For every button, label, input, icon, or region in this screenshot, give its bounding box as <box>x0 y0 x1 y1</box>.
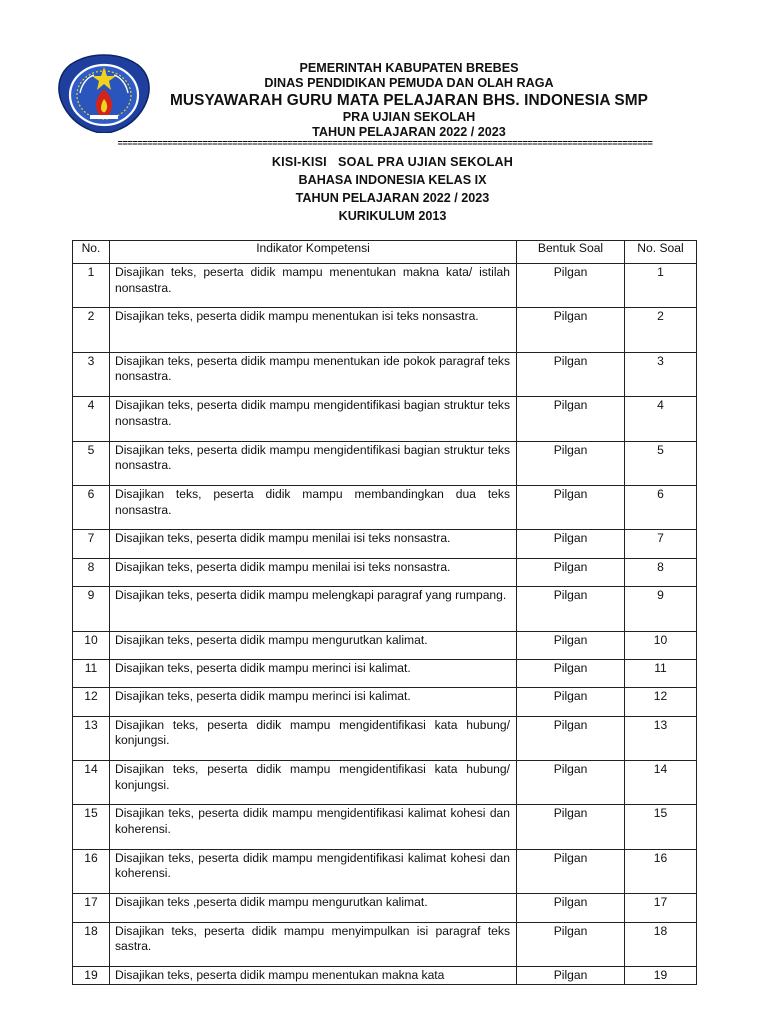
row-number: 18 <box>73 922 110 966</box>
table-row <box>73 659 697 687</box>
title-subject: BAHASA INDONESIA KELAS IX <box>298 173 487 187</box>
header-bentuk-soal: Bentuk Soal <box>517 241 625 264</box>
table-row <box>73 894 697 922</box>
row-bentuk-soal: Pilgan <box>517 264 625 308</box>
row-number: 2 <box>73 308 110 352</box>
row-no-soal: 18 <box>625 922 697 966</box>
row-no-soal: 13 <box>625 716 697 760</box>
row-number: 8 <box>73 558 110 586</box>
row-no-soal: 4 <box>625 397 697 441</box>
row-no-soal: 9 <box>625 587 697 631</box>
row-indikator: Disajikan teks, peserta didik mampu menentukan makna kata/ istilah nonsastra. <box>110 264 517 308</box>
row-number: 15 <box>73 805 110 849</box>
row-number: 7 <box>73 530 110 558</box>
table-row <box>73 967 697 985</box>
row-indikator: Disajikan teks, peserta didik mampu menilai isi teks nonsastra. <box>110 530 517 558</box>
row-bentuk-soal: Pilgan <box>517 530 625 558</box>
row-bentuk-soal: Pilgan <box>517 894 625 922</box>
row-bentuk-soal: Pilgan <box>517 849 625 893</box>
row-indikator: Disajikan teks, peserta didik mampu mengidentifikasi kata hubung/ konjungsi. <box>110 716 517 760</box>
table-header-row <box>73 241 697 264</box>
row-no-soal: 5 <box>625 441 697 485</box>
row-indikator: Disajikan teks, peserta didik mampu mengidentifikasi kalimat kohesi dan koherensi. <box>110 849 517 893</box>
table-row <box>73 631 697 659</box>
table-row <box>73 922 697 966</box>
row-bentuk-soal: Pilgan <box>517 688 625 716</box>
row-indikator: Disajikan teks, peserta didik mampu menyimpulkan isi paragraf teks sastra. <box>110 922 517 966</box>
row-bentuk-soal: Pilgan <box>517 922 625 966</box>
kisi-kisi-table <box>72 240 697 985</box>
letterhead-agency: DINAS PENDIDIKAN PEMUDA DAN OLAH RAGA <box>264 76 554 91</box>
row-number: 13 <box>73 716 110 760</box>
row-number: 3 <box>73 352 110 396</box>
table-row <box>73 530 697 558</box>
row-bentuk-soal: Pilgan <box>517 441 625 485</box>
row-no-soal: 2 <box>625 308 697 352</box>
row-bentuk-soal: Pilgan <box>517 397 625 441</box>
row-no-soal: 1 <box>625 264 697 308</box>
row-number: 4 <box>73 397 110 441</box>
table-row <box>73 308 697 352</box>
row-no-soal: 19 <box>625 967 697 985</box>
row-indikator: Disajikan teks, peserta didik mampu menentukan makna kata <box>110 967 517 985</box>
row-no-soal: 3 <box>625 352 697 396</box>
row-no-soal: 14 <box>625 761 697 805</box>
table-row <box>73 397 697 441</box>
title-academic-year: TAHUN PELAJARAN 2022 / 2023 <box>295 191 490 205</box>
row-bentuk-soal: Pilgan <box>517 761 625 805</box>
row-bentuk-soal: Pilgan <box>517 308 625 352</box>
table-row <box>73 849 697 893</box>
row-number: 16 <box>73 849 110 893</box>
row-number: 6 <box>73 485 110 529</box>
table-row <box>73 558 697 586</box>
table-row <box>73 352 697 396</box>
row-number: 10 <box>73 631 110 659</box>
row-bentuk-soal: Pilgan <box>517 716 625 760</box>
letterhead-academic-year: TAHUN PELAJARAN 2022 / 2023 <box>312 125 506 140</box>
row-bentuk-soal: Pilgan <box>517 352 625 396</box>
row-no-soal: 6 <box>625 485 697 529</box>
row-no-soal: 8 <box>625 558 697 586</box>
row-indikator: Disajikan teks, peserta didik mampu menentukan isi teks nonsastra. <box>110 308 517 352</box>
brebes-regency-seal-icon <box>56 53 152 133</box>
table-body <box>73 264 697 985</box>
table-row <box>73 716 697 760</box>
row-no-soal: 12 <box>625 688 697 716</box>
row-indikator: Disajikan teks, peserta didik mampu mengidentifikasi bagian struktur teks nonsastra. <box>110 397 517 441</box>
row-indikator: Disajikan teks, peserta didik mampu mengidentifikasi kalimat kohesi dan koherensi. <box>110 805 517 849</box>
header-no: No. <box>73 241 110 264</box>
row-number: 12 <box>73 688 110 716</box>
header-no-soal: No. Soal <box>625 241 697 264</box>
row-number: 19 <box>73 967 110 985</box>
row-number: 11 <box>73 659 110 687</box>
row-indikator: Disajikan teks, peserta didik mampu menentukan ide pokok paragraf teks nonsastra. <box>110 352 517 396</box>
row-indikator: Disajikan teks, peserta didik mampu membandingkan dua teks nonsastra. <box>110 485 517 529</box>
row-indikator: Disajikan teks, peserta didik mampu mengurutkan kalimat. <box>110 631 517 659</box>
row-indikator: Disajikan teks, peserta didik mampu merinci isi kalimat. <box>110 688 517 716</box>
row-number: 14 <box>73 761 110 805</box>
row-no-soal: 16 <box>625 849 697 893</box>
letterhead-organization: MUSYAWARAH GURU MATA PELAJARAN BHS. INDONESIA SMP <box>169 91 649 109</box>
row-no-soal: 11 <box>625 659 697 687</box>
row-no-soal: 7 <box>625 530 697 558</box>
table-row <box>73 441 697 485</box>
table-row <box>73 264 697 308</box>
row-bentuk-soal: Pilgan <box>517 587 625 631</box>
row-indikator: Disajikan teks, peserta didik mampu mengidentifikasi kata hubung/ konjungsi. <box>110 761 517 805</box>
row-indikator: Disajikan teks, peserta didik mampu mengidentifikasi bagian struktur teks nonsastra. <box>110 441 517 485</box>
row-indikator: Disajikan teks, peserta didik mampu menilai isi teks nonsastra. <box>110 558 517 586</box>
row-number: 5 <box>73 441 110 485</box>
table-row <box>73 761 697 805</box>
row-number: 1 <box>73 264 110 308</box>
row-indikator: Disajikan teks ,peserta didik mampu mengurutkan kalimat. <box>110 894 517 922</box>
letterhead-event: PRA UJIAN SEKOLAH <box>342 109 476 124</box>
row-indikator: Disajikan teks, peserta didik mampu melengkapi paragraf yang rumpang. <box>110 587 517 631</box>
table-row <box>73 587 697 631</box>
row-bentuk-soal: Pilgan <box>517 967 625 985</box>
row-bentuk-soal: Pilgan <box>517 631 625 659</box>
letterhead <box>150 61 668 141</box>
header-indikator: Indikator Kompetensi <box>110 241 517 264</box>
letterhead-separator: =========================================================================================================== <box>117 140 653 149</box>
table-row <box>73 805 697 849</box>
row-bentuk-soal: Pilgan <box>517 659 625 687</box>
table-row <box>73 485 697 529</box>
row-number: 17 <box>73 894 110 922</box>
row-number: 9 <box>73 587 110 631</box>
letterhead-government: PEMERINTAH KABUPATEN BREBES <box>299 61 519 75</box>
title-curriculum: KURIKULUM 2013 <box>338 209 447 223</box>
document-title <box>150 153 635 225</box>
row-no-soal: 15 <box>625 805 697 849</box>
row-no-soal: 10 <box>625 631 697 659</box>
row-bentuk-soal: Pilgan <box>517 485 625 529</box>
title-kisi-kisi: KISI-KISI SOAL PRA UJIAN SEKOLAH <box>271 155 514 169</box>
row-bentuk-soal: Pilgan <box>517 558 625 586</box>
row-no-soal: 17 <box>625 894 697 922</box>
row-bentuk-soal: Pilgan <box>517 805 625 849</box>
table-row <box>73 688 697 716</box>
row-indikator: Disajikan teks, peserta didik mampu merinci isi kalimat. <box>110 659 517 687</box>
